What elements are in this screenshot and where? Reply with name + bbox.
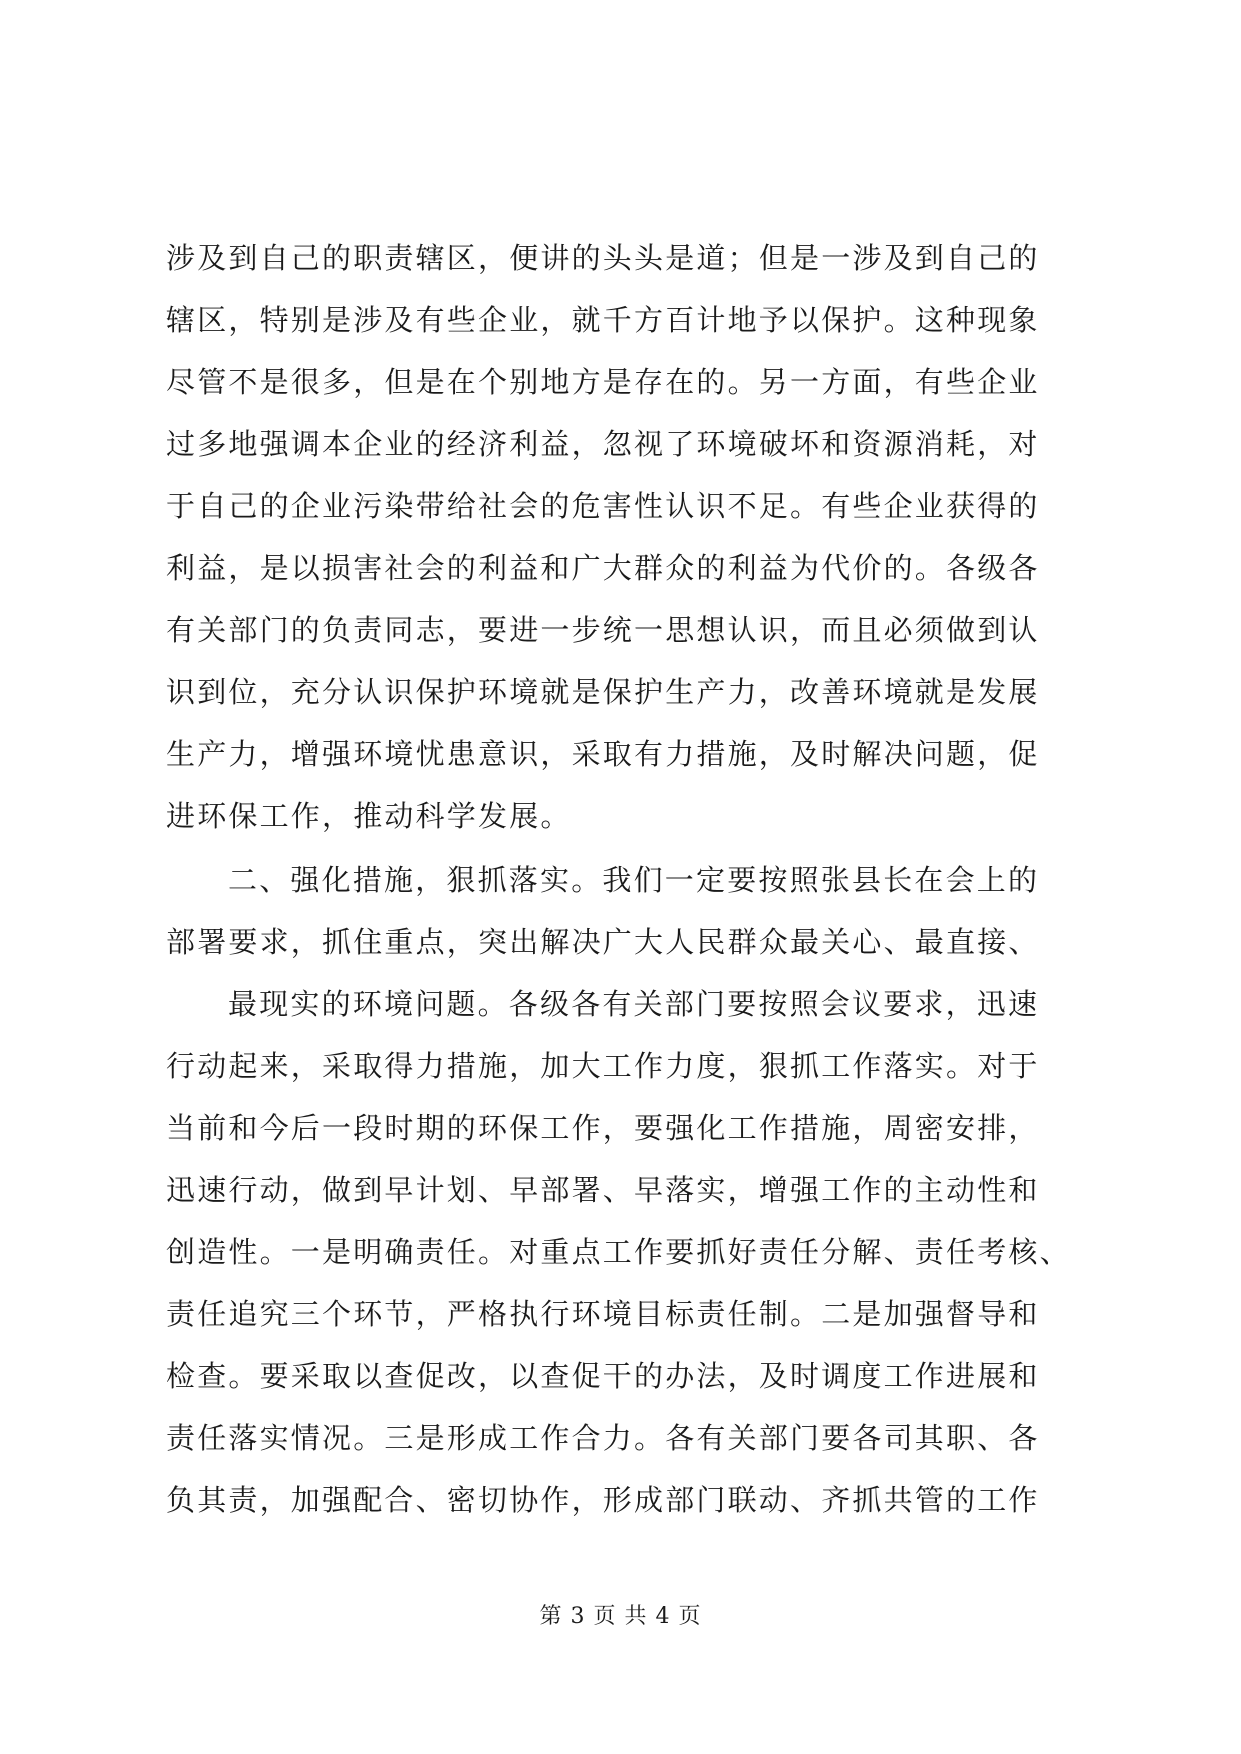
- text-line: 责任追究三个环节，严格执行环境目标责任制。二是加强督导和: [166, 1297, 1040, 1331]
- text-line: 于自己的企业污染带给社会的危害性认识不足。有些企业获得的: [166, 489, 1040, 523]
- paragraph-heading-line: 二、强化措施，狠抓落实。我们一定要按照张县长在会上的: [228, 863, 1040, 897]
- text-line: 涉及到自己的职责辖区，便讲的头头是道；但是一涉及到自己的: [166, 241, 1040, 275]
- text-line: 行动起来，采取得力措施，加大工作力度，狠抓工作落实。对于: [166, 1049, 1040, 1083]
- text-line: 迅速行动，做到早计划、早部署、早落实，增强工作的主动性和: [166, 1173, 1040, 1207]
- text-line: 最现实的环境问题。各级各有关部门要按照会议要求，迅速: [228, 987, 1040, 1021]
- text-line: 责任落实情况。三是形成工作合力。各有关部门要各司其职、各: [166, 1421, 1040, 1455]
- text-line: 检查。要采取以查促改，以查促干的办法，及时调度工作进展和: [166, 1359, 1040, 1393]
- document-body: [166, 227, 1086, 1531]
- text-line: 创造性。一是明确责任。对重点工作要抓好责任分解、责任考核、: [166, 1235, 1071, 1269]
- text-line: 过多地强调本企业的经济利益，忽视了环境破坏和资源消耗，对: [166, 427, 1040, 461]
- text-line: 进环保工作，推动科学发展。: [166, 799, 572, 833]
- text-line: 生产力，增强环境忧患意识，采取有力措施，及时解决问题，促: [166, 737, 1040, 771]
- text-line: 识到位，充分认识保护环境就是保护生产力，改善环境就是发展: [166, 675, 1040, 709]
- text-line: 尽管不是很多，但是在个别地方是存在的。另一方面，有些企业: [166, 365, 1040, 399]
- text-line: 利益，是以损害社会的利益和广大群众的利益为代价的。各级各: [166, 551, 1040, 585]
- text-line: 当前和今后一段时期的环保工作，要强化工作措施，周密安排，: [166, 1111, 1040, 1145]
- text-line: 部署要求，抓住重点，突出解决广大人民群众最关心、最直接、: [166, 925, 1040, 959]
- text-line: 辖区，特别是涉及有些企业，就千方百计地予以保护。这种现象: [166, 303, 1040, 337]
- page-number-footer: 第 3 页 共 4 页: [539, 1604, 702, 1629]
- text-line: 有关部门的负责同志，要进一步统一思想认识，而且必须做到认: [166, 613, 1040, 647]
- text-line: 负其责，加强配合、密切协作，形成部门联动、齐抓共管的工作: [166, 1483, 1040, 1517]
